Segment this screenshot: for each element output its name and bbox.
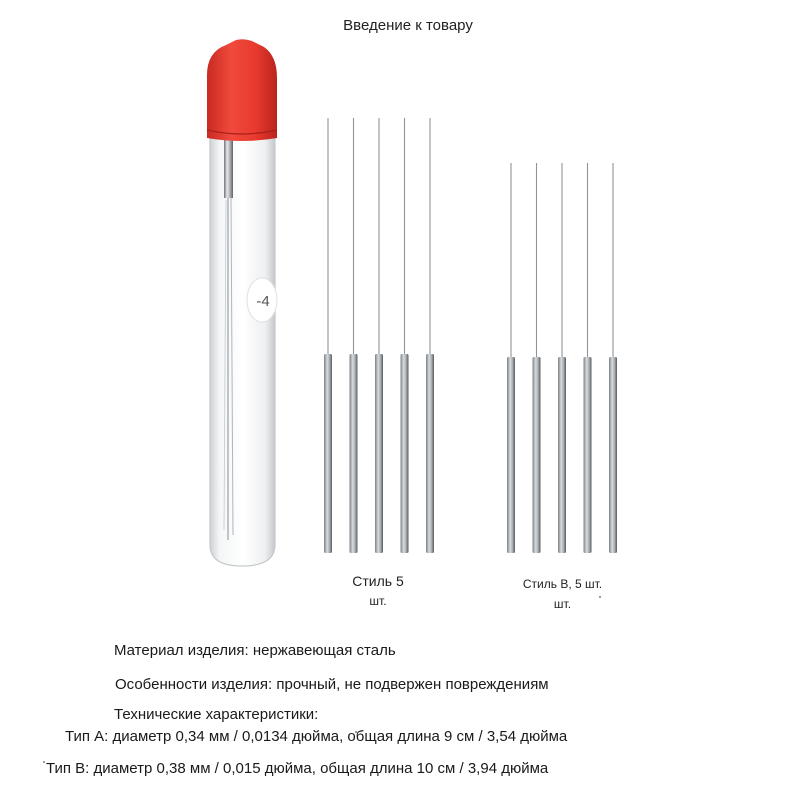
felting-needle (609, 163, 617, 553)
caption-style-b-line1: Стиль B, 5 шт. (522, 577, 603, 591)
red-cap (207, 39, 277, 141)
caption-style-a-line1: Стиль 5 (352, 573, 404, 589)
page-title: Введение к товару (343, 17, 473, 34)
felting-needle (507, 163, 515, 553)
felting-needle (350, 118, 358, 553)
felting-needle (533, 163, 541, 553)
caption-style-b (500, 574, 625, 614)
caption-style-b-line2: шт. (553, 597, 572, 611)
needle-group-style-b (507, 163, 617, 553)
spec-features: Особенности изделия: прочный, не подвержен повреждениям (115, 676, 549, 693)
felting-needle (375, 118, 383, 553)
needle-tube (207, 39, 277, 566)
felting-needle (401, 118, 409, 553)
needle-group-style-a (324, 118, 434, 553)
felting-needle (426, 118, 434, 553)
felting-needle (558, 163, 566, 553)
spec-material: Материал изделия: нержавеющая сталь (114, 642, 396, 659)
caption-style-a (318, 571, 438, 611)
caption-style-a-line2: шт. (369, 594, 387, 608)
spec-type-a: Тип A: диаметр 0,34 мм / 0,0134 дюйма, общая длина 9 см / 3,54 дюйма (65, 728, 568, 745)
spec-tech-title: Технические характеристики: (114, 706, 319, 723)
tube-label: -4 (256, 293, 270, 310)
spec-type-b: Тип B: диаметр 0,38 мм / 0,015 дюйма, общая длина 10 см / 3,94 дюйма (46, 760, 549, 777)
felting-needle (584, 163, 592, 553)
felting-needle (324, 118, 332, 553)
